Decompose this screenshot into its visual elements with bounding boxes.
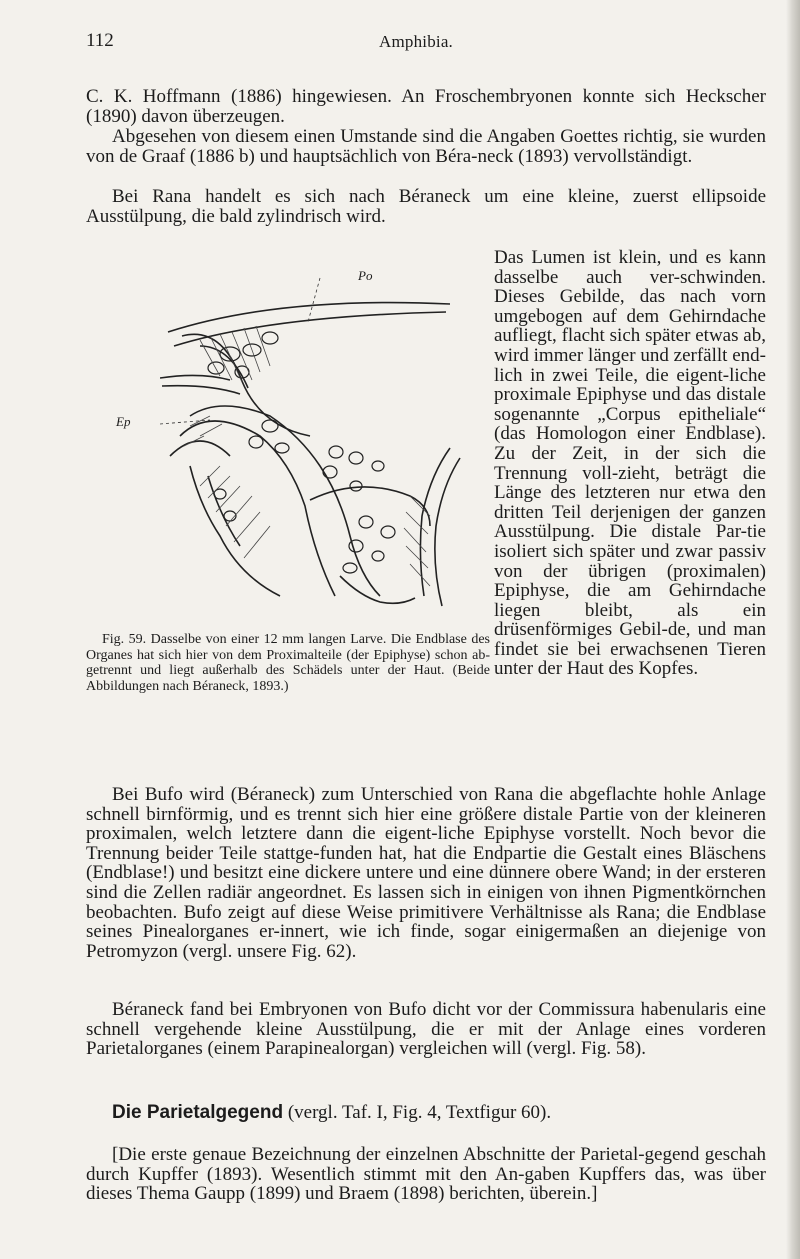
paragraph-1: C. K. Hoffmann (1886) hingewiesen. An Froschembryonen konnte sich Heckscher (1890) davon überzeugen.: [86, 86, 766, 127]
running-title: Amphibia.: [378, 32, 454, 51]
figure-59: [116, 268, 480, 628]
page-header: [86, 30, 746, 56]
figure-label-po: Po: [358, 268, 373, 283]
section-heading-title: Die Parietalgegend: [112, 1102, 284, 1123]
section-heading-reference: (vergl. Taf. I, Fig. 4, Textfigur 60).: [287, 1102, 552, 1123]
paragraph-3-continued: Das Lumen ist klein, und es kann dasselbe auch ver-schwinden. Dieses Gebilde, das nach vorn umgebogen auf dem Gehirndache aufliegt, flacht sich später etwas ab, wird immer länger und zerfällt end-lich in zwei Teile, die eigent-liche proximale Epiphyse und das distale sogenannte „Corpus epitheliale“ (das Homologon einer Endblase). Zu der Zeit, in der sich die Trennung voll-zieht, beträgt die Länge des letzteren nur etwa den dritten Teil derjenigen der ganzen Ausstülpung. Die distale Par-tie isoliert sich später und zwar passiv von der übrigen (proximalen) Epiphyse, die am Gehirndache liegen bleibt, als ein drüsenförmiges Gebil-de, und man findet sie bei erwachsenen Tieren unter der Haut des Kopfes.: [494, 247, 766, 680]
epiphysis-illustration: [160, 276, 480, 628]
figure-caption: Fig. 59. Dasselbe von einer 12 mm langen Larve. Die Endblase des Organes hat sich hier von dem Proximalteile (der Epiphyse) schon ab-getrennt und liegt außerhalb des Schädels unter der Haut. (Beide Abbildungen nach Béraneck, 1893.): [86, 632, 490, 694]
figure-label-ep: Ep: [116, 414, 131, 429]
paragraph-5: Béraneck fand bei Embryonen von Bufo dicht vor der Commissura habenularis eine schnell vergehende kleine Ausstülpung, die er mit der Anlage eines vorderen Parietalorganes (einem Parapinealorgan) vergleichen will (vergl. Fig. 58).: [86, 999, 766, 1060]
section-heading: [112, 1102, 551, 1124]
paragraph-3-lead: Bei Rana handelt es sich nach Béraneck um eine kleine, zuerst ellipsoide Ausstülpung, die bald zylindrisch wird.: [86, 186, 766, 227]
page-number: 112: [86, 30, 114, 51]
page-edge-shadow: [786, 0, 800, 1259]
paragraph-4: Bei Bufo wird (Béraneck) zum Unterschied von Rana die abgeflachte hohle Anlage schnell birnförmig, und es trennt sich hier eine größere distale Partie von der kleineren proximalen, welch letztere dann die eigent-liche Epiphyse vorstellt. Noch bevor die Trennung beider Teile stattge-funden hat, hat die Endpartie die Gestalt eines Bläschens (Endblase!) und besitzt eine dickere untere und eine dünnere obere Wand; in der ersteren sind die Zellen radiär angeordnet. Es lassen sich in einigen von ihnen Pigmentkörnchen beobachten. Bufo zeigt auf diese Weise primitivere Verhältnisse als Rana; die Endblase seines Pinealorganes er-innert, wie ich finde, sogar einigermaßen an diejenige von Petromyzon (vergl. unsere Fig. 62).: [86, 784, 766, 962]
paragraph-2: Abgesehen von diesem einen Umstande sind die Angaben Goettes richtig, sie wurden von de Graaf (1886 b) und hauptsächlich von Béra-neck (1893) vervollständigt.: [86, 126, 766, 167]
paragraph-6: [Die erste genaue Bezeichnung der einzelnen Abschnitte der Parietal-gegend geschah durch Kupffer (1893). Wesentlich stimmt mit den An-gaben Kupffers das, was über dieses Thema Gaupp (1899) und Braem (1898) berichten, überein.]: [86, 1144, 766, 1205]
